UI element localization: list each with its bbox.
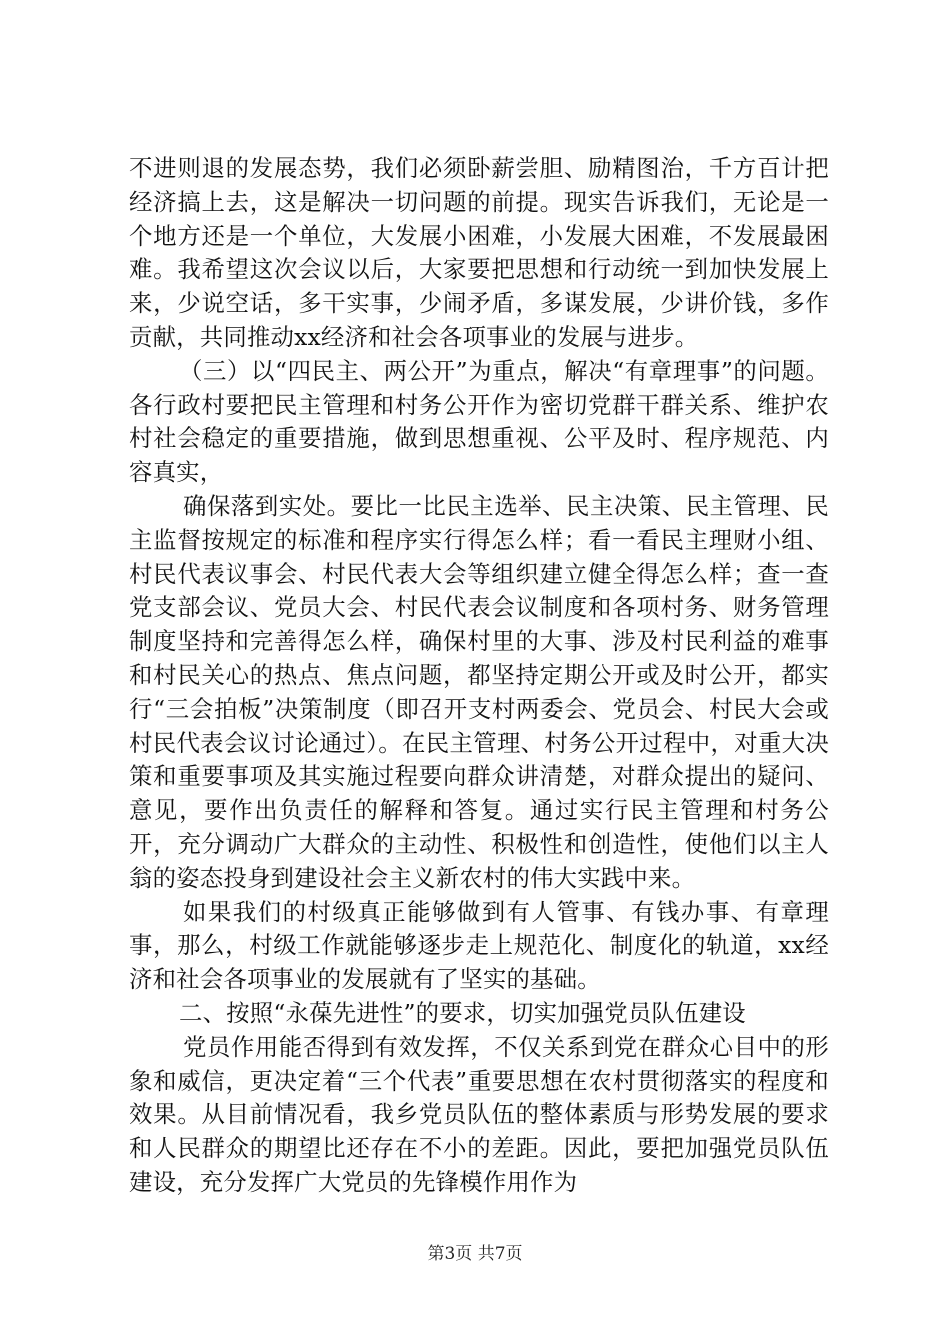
document-body	[129, 152, 829, 1200]
paragraph-implementation: 确保落到实处。要比一比民主选举、民主决策、民主管理、民主监督按规定的标准和程序实行得怎么样；看一看民主理财小组、村民代表议事会、村民代表大会等组织建立健全得怎么样；查一查党支部会议、党员大会、村民代表会议制度和各项村务、财务管理制度坚持和完善得怎么样，确保村里的大事、涉及村民利益的难事和村民关心的热点、焦点问题，都坚持定期公开或及时公开，都实行“三会拍板”决策制度（即召开支村两委会、党员会、村民大会或村民代表会议讨论通过）。在民主管理、村务公开过程中，对重大决策和重要事项及其实施过程要向群众讲清楚，对群众提出的疑问、意见，要作出负责任的解释和答复。通过实行民主管理和村务公开，充分调动广大群众的主动性、积极性和创造性，使他们以主人翁的姿态投身到建设社会主义新农村的伟大实践中来。	[129, 491, 829, 892]
paragraph-party-members: 党员作用能否得到有效发挥，不仅关系到党在群众心目中的形象和威信，更决定着“三个代表”重要思想在农村贯彻落实的程度和效果。从目前情况看，我乡党员队伍的整体素质与形势发展的要求和人民群众的期望比还存在不小的差距。因此，要把加强党员队伍建设，充分发挥广大党员的先锋模作用作为	[129, 1032, 829, 1196]
paragraph-conclusion: 如果我们的村级真正能够做到有人管事、有钱办事、有章理事，那么，村级工作就能够逐步走上规范化、制度化的轨道，xx经济和社会各项事业的发展就有了坚实的基础。	[129, 897, 829, 994]
section-heading-two: 二、按照“永葆先进性”的要求，切实加强党员队伍建设	[179, 998, 746, 1027]
paragraph-continuation: 不进则退的发展态势，我们必须卧薪尝胆、励精图治，千方百计把经济搞上去，这是解决一切问题的前提。现实告诉我们，无论是一个地方还是一个单位，大发展小困难，小发展大困难，不发展最困难。我希望这次会议以后，大家要把思想和行动统一到加快发展上来，少说空话，多干实事，少闹矛盾，多谋发展，少讲价钱，多作贡献，共同推动xx经济和社会各项事业的发展与进步。	[129, 154, 829, 351]
page-number-footer: 第3页 共7页	[427, 1244, 523, 1264]
paragraph-section-three: （三）以“四民主、两公开”为重点，解决“有章理事”的问题。各行政村要把民主管理和村务公开作为密切党群干群关系、维护农村社会稳定的重要措施，做到思想重视、公平及时、程序规范、内容真实，	[129, 356, 829, 487]
